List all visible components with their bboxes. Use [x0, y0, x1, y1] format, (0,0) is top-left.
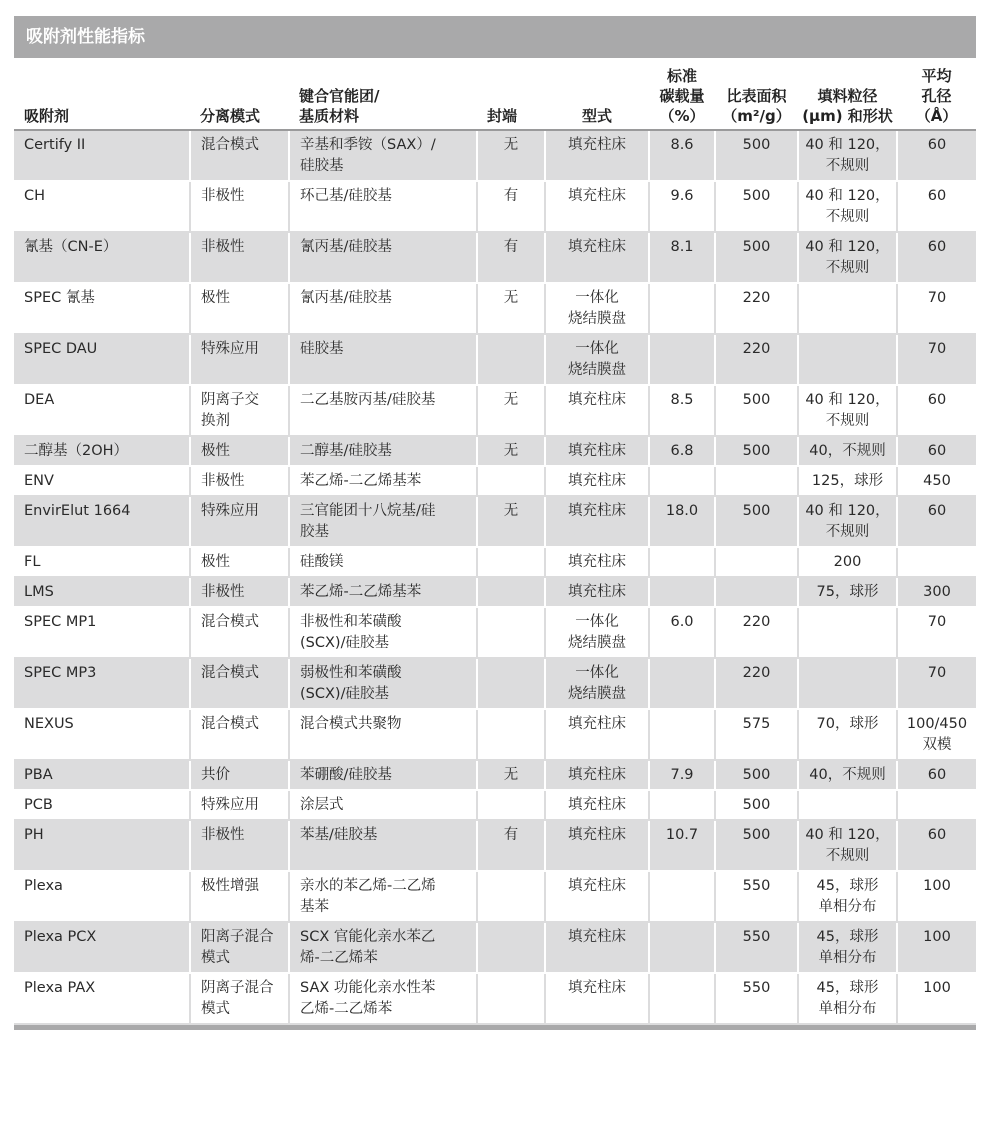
table-cell — [477, 790, 545, 820]
table-cell: 9.6 — [649, 181, 715, 232]
table-cell — [798, 658, 897, 709]
table-row — [14, 760, 976, 790]
table-cell: 550 — [715, 871, 798, 922]
table-cell: PCB — [14, 790, 190, 820]
table-cell: 非极性 — [190, 232, 289, 283]
table-cell: 500 — [715, 790, 798, 820]
table-cell: 575 — [715, 709, 798, 760]
table-cell: EnvirElut 1664 — [14, 496, 190, 547]
table-cell: 100/450 双模 — [897, 709, 976, 760]
table-row — [14, 973, 976, 1024]
table-cell: 60 — [897, 496, 976, 547]
table-cell: 10.7 — [649, 820, 715, 871]
table-cell: 氰丙基/硅胶基 — [289, 283, 477, 334]
table-cell — [477, 709, 545, 760]
table-cell — [649, 283, 715, 334]
header-cell: 型式 — [545, 66, 649, 130]
sorbent-spec-table — [14, 66, 976, 1025]
table-cell: 无 — [477, 760, 545, 790]
table-cell — [649, 871, 715, 922]
table-cell: 一体化 烧结膜盘 — [545, 334, 649, 385]
table-cell: 二乙基胺丙基/硅胶基 — [289, 385, 477, 436]
header-cell: 平均 孔径 （Å） — [897, 66, 976, 130]
table-cell — [897, 790, 976, 820]
table-cell: SCX 官能化亲水苯乙 烯-二乙烯苯 — [289, 922, 477, 973]
table-cell: 特殊应用 — [190, 790, 289, 820]
table-cell — [649, 334, 715, 385]
table-cell: 无 — [477, 283, 545, 334]
table-row — [14, 232, 976, 283]
table-row — [14, 820, 976, 871]
table-cell: 特殊应用 — [190, 496, 289, 547]
table-cell: Certify II — [14, 130, 190, 181]
table-cell: LMS — [14, 577, 190, 607]
table-cell: 500 — [715, 181, 798, 232]
table-cell — [798, 790, 897, 820]
table-cell — [715, 577, 798, 607]
table-cell: 一体化 烧结膜盘 — [545, 607, 649, 658]
header-cell: 分离模式 — [190, 66, 289, 130]
table-cell: 8.1 — [649, 232, 715, 283]
table-cell: 40 和 120， 不规则 — [798, 385, 897, 436]
table-cell: 70 — [897, 658, 976, 709]
table-cell: 45，球形 单相分布 — [798, 922, 897, 973]
table-cell — [649, 973, 715, 1024]
table-cell: 无 — [477, 436, 545, 466]
table-row — [14, 871, 976, 922]
table-cell: 500 — [715, 232, 798, 283]
table-cell: 40 和 120， 不规则 — [798, 496, 897, 547]
table-cell — [477, 547, 545, 577]
header-cell: 填料粒径 (μm) 和形状 — [798, 66, 897, 130]
table-cell: 阴离子混合 模式 — [190, 973, 289, 1024]
table-cell: 填充柱床 — [545, 871, 649, 922]
table-cell: 填充柱床 — [545, 181, 649, 232]
table-cell: Plexa PCX — [14, 922, 190, 973]
table-cell — [477, 922, 545, 973]
table-row — [14, 130, 976, 181]
table-cell: 辛基和季铵（SAX）/ 硅胶基 — [289, 130, 477, 181]
table-cell: 60 — [897, 385, 976, 436]
table-cell: 8.5 — [649, 385, 715, 436]
table-cell: 填充柱床 — [545, 922, 649, 973]
table-cell — [477, 607, 545, 658]
table-cell: Plexa PAX — [14, 973, 190, 1024]
table-cell: 硅酸镁 — [289, 547, 477, 577]
table-cell: 60 — [897, 436, 976, 466]
table-cell — [649, 547, 715, 577]
table-cell: 填充柱床 — [545, 973, 649, 1024]
table-cell: 6.8 — [649, 436, 715, 466]
table-cell: 40 和 120， 不规则 — [798, 820, 897, 871]
header-cell: 封端 — [477, 66, 545, 130]
table-cell: 苯基/硅胶基 — [289, 820, 477, 871]
table-cell: 苯乙烯-二乙烯基苯 — [289, 577, 477, 607]
header-cell: 键合官能团/ 基质材料 — [289, 66, 477, 130]
table-row — [14, 283, 976, 334]
table-cell: 极性 — [190, 547, 289, 577]
table-cell: 填充柱床 — [545, 709, 649, 760]
table-cell — [798, 283, 897, 334]
table-cell — [477, 466, 545, 496]
table-cell: 7.9 — [649, 760, 715, 790]
table-cell: 无 — [477, 130, 545, 181]
table-cell: 极性 — [190, 283, 289, 334]
table-cell — [897, 547, 976, 577]
table-cell: 环己基/硅胶基 — [289, 181, 477, 232]
table-row — [14, 709, 976, 760]
table-cell: FL — [14, 547, 190, 577]
table-cell: 550 — [715, 922, 798, 973]
table-cell: 70 — [897, 334, 976, 385]
table-cell: PBA — [14, 760, 190, 790]
table-cell: 苯乙烯-二乙烯基苯 — [289, 466, 477, 496]
table-row — [14, 466, 976, 496]
table-cell: 填充柱床 — [545, 496, 649, 547]
table-cell: 二醇基/硅胶基 — [289, 436, 477, 466]
table-row — [14, 334, 976, 385]
table-cell: 60 — [897, 181, 976, 232]
table-cell: 氰基（CN-E） — [14, 232, 190, 283]
table-cell: SPEC MP1 — [14, 607, 190, 658]
table-cell — [715, 547, 798, 577]
table-cell: 60 — [897, 820, 976, 871]
table-cell: 40 和 120， 不规则 — [798, 130, 897, 181]
table-cell: 一体化 烧结膜盘 — [545, 283, 649, 334]
table-cell: SPEC DAU — [14, 334, 190, 385]
table-cell: 填充柱床 — [545, 130, 649, 181]
table-cell: 填充柱床 — [545, 760, 649, 790]
table-row — [14, 922, 976, 973]
table-cell: NEXUS — [14, 709, 190, 760]
table-cell: CH — [14, 181, 190, 232]
table-cell: 亲水的苯乙烯-二乙烯 基苯 — [289, 871, 477, 922]
table-cell: 非极性 — [190, 820, 289, 871]
table-cell: 75，球形 — [798, 577, 897, 607]
table-cell — [477, 334, 545, 385]
table-cell: 40 和 120， 不规则 — [798, 232, 897, 283]
table-cell — [477, 973, 545, 1024]
table-cell: 非极性 — [190, 466, 289, 496]
table-cell: 无 — [477, 385, 545, 436]
table-cell: 氰丙基/硅胶基 — [289, 232, 477, 283]
table-cell: 苯硼酸/硅胶基 — [289, 760, 477, 790]
table-cell: 填充柱床 — [545, 385, 649, 436]
header-cell: 吸附剂 — [14, 66, 190, 130]
table-cell: ENV — [14, 466, 190, 496]
table-cell — [649, 790, 715, 820]
table-cell: PH — [14, 820, 190, 871]
table-title: 吸附剂性能指标 — [14, 16, 976, 58]
table-row — [14, 436, 976, 466]
table-cell: 45，球形 单相分布 — [798, 973, 897, 1024]
table-cell: 无 — [477, 496, 545, 547]
table-cell: 450 — [897, 466, 976, 496]
table-cell — [649, 658, 715, 709]
table-cell: 有 — [477, 181, 545, 232]
table-cell: 有 — [477, 232, 545, 283]
table-cell: 硅胶基 — [289, 334, 477, 385]
table-cell: SAX 功能化亲水性苯 乙烯-二乙烯苯 — [289, 973, 477, 1024]
table-cell: 100 — [897, 922, 976, 973]
header-cell: 标准 碳载量 （%） — [649, 66, 715, 130]
table-row — [14, 496, 976, 547]
table-cell: Plexa — [14, 871, 190, 922]
table-cell: 混合模式 — [190, 709, 289, 760]
table-cell — [477, 577, 545, 607]
table-row — [14, 385, 976, 436]
table-cell: 混合模式共聚物 — [289, 709, 477, 760]
table-cell: DEA — [14, 385, 190, 436]
table-cell: 三官能团十八烷基/硅 胶基 — [289, 496, 477, 547]
table-cell: 有 — [477, 820, 545, 871]
table-cell: 300 — [897, 577, 976, 607]
table-cell: 填充柱床 — [545, 820, 649, 871]
table-cell — [715, 466, 798, 496]
table-cell: 共价 — [190, 760, 289, 790]
table-cell: 40，不规则 — [798, 436, 897, 466]
table-cell: 100 — [897, 871, 976, 922]
table-cell: 220 — [715, 283, 798, 334]
table-cell: 填充柱床 — [545, 436, 649, 466]
table-cell: 40 和 120， 不规则 — [798, 181, 897, 232]
bottom-rule — [14, 1025, 976, 1030]
table-cell: 6.0 — [649, 607, 715, 658]
table-cell: 阳离子混合 模式 — [190, 922, 289, 973]
table-cell: 填充柱床 — [545, 232, 649, 283]
table-cell: 填充柱床 — [545, 577, 649, 607]
table-cell: 70 — [897, 283, 976, 334]
table-row — [14, 181, 976, 232]
table-cell: 混合模式 — [190, 607, 289, 658]
table-cell: 8.6 — [649, 130, 715, 181]
table-cell: 填充柱床 — [545, 547, 649, 577]
table-cell — [477, 871, 545, 922]
table-cell: 18.0 — [649, 496, 715, 547]
table-cell: 弱极性和苯磺酸 (SCX)/硅胶基 — [289, 658, 477, 709]
table-row — [14, 790, 976, 820]
table-cell: 70，球形 — [798, 709, 897, 760]
table-cell: 非极性和苯磺酸 (SCX)/硅胶基 — [289, 607, 477, 658]
table-cell: 500 — [715, 820, 798, 871]
table-cell: 一体化 烧结膜盘 — [545, 658, 649, 709]
table-cell: SPEC MP3 — [14, 658, 190, 709]
header-row — [14, 66, 976, 130]
table-cell: 填充柱床 — [545, 790, 649, 820]
table-cell: 非极性 — [190, 577, 289, 607]
table-cell: 二醇基（2OH） — [14, 436, 190, 466]
table-cell: 40，不规则 — [798, 760, 897, 790]
table-cell — [477, 658, 545, 709]
table-cell — [649, 709, 715, 760]
table-cell: 60 — [897, 760, 976, 790]
table-cell: 500 — [715, 385, 798, 436]
table-cell: 200 — [798, 547, 897, 577]
table-cell: 500 — [715, 760, 798, 790]
table-cell — [649, 922, 715, 973]
table-cell: 220 — [715, 334, 798, 385]
table-cell: 填充柱床 — [545, 466, 649, 496]
table-cell: 500 — [715, 496, 798, 547]
table-cell — [798, 334, 897, 385]
table-cell: 70 — [897, 607, 976, 658]
table-cell: 特殊应用 — [190, 334, 289, 385]
table-cell: 极性增强 — [190, 871, 289, 922]
table-cell: 60 — [897, 232, 976, 283]
table-row — [14, 607, 976, 658]
table-cell: 混合模式 — [190, 658, 289, 709]
table-cell: SPEC 氰基 — [14, 283, 190, 334]
table-cell: 非极性 — [190, 181, 289, 232]
table-cell: 550 — [715, 973, 798, 1024]
table-cell — [649, 577, 715, 607]
table-cell — [649, 466, 715, 496]
table-row — [14, 547, 976, 577]
table-cell: 125，球形 — [798, 466, 897, 496]
table-cell: 220 — [715, 607, 798, 658]
table-cell: 500 — [715, 436, 798, 466]
table-cell: 60 — [897, 130, 976, 181]
table-cell: 混合模式 — [190, 130, 289, 181]
table-row — [14, 658, 976, 709]
table-cell: 500 — [715, 130, 798, 181]
table-cell: 45，球形 单相分布 — [798, 871, 897, 922]
table-cell: 极性 — [190, 436, 289, 466]
table-cell: 阴离子交 换剂 — [190, 385, 289, 436]
table-row — [14, 577, 976, 607]
table-cell: 100 — [897, 973, 976, 1024]
table-cell: 220 — [715, 658, 798, 709]
header-cell: 比表面积 （m²/g） — [715, 66, 798, 130]
table-cell — [798, 607, 897, 658]
table-cell: 涂层式 — [289, 790, 477, 820]
